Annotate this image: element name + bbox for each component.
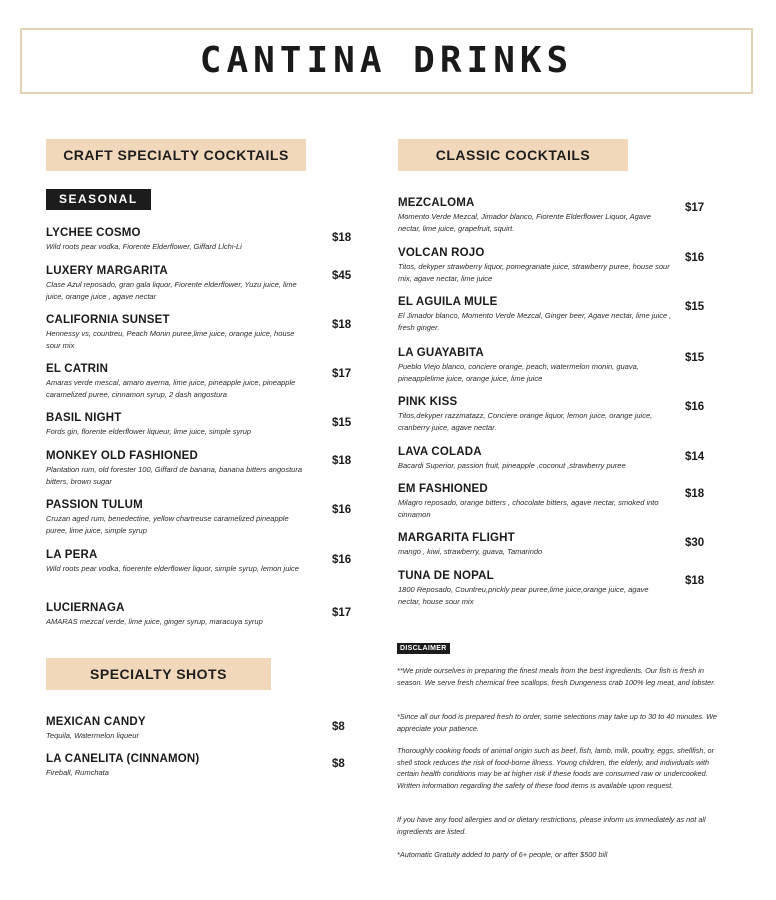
menu-item: [398, 532, 673, 558]
item-name: EL CATRIN: [46, 363, 109, 375]
menu-item: [46, 450, 304, 487]
item-price: $15: [332, 417, 352, 429]
item-price: $15: [685, 352, 705, 364]
item-name: PINK KISS: [398, 396, 458, 408]
item-description: Pueblo Viejo blanco, conciere orange, peach, watermelon monin, guava, pineapplelime juice, orange juice, lime juice: [398, 362, 639, 383]
item-price: $16: [685, 401, 705, 413]
item-price: $30: [685, 537, 705, 549]
item-description: Clase Azul reposado, gran gala liquor, Fiorente elderflower, Yuzu juice, lime juice, orange juice , agave nectar: [46, 280, 297, 301]
item-description: Momento Verde Mezcal, Jimador blanco, Fiorente Elderflower Liquor, Agave nectar, lime juice, grapefruit, squirt.: [398, 212, 651, 233]
shots-section-header: SPECIALTY SHOTS: [46, 658, 271, 690]
menu-item: [398, 296, 673, 333]
item-price: $14: [685, 451, 705, 463]
item-name: TUNA DE NOPAL: [398, 570, 494, 582]
disclaimer-paragraph: *Since all our food is prepared fresh to order, some selections may take up to 30 to 40 minutes. We appreciate your patience.: [397, 712, 717, 733]
menu-item: [398, 396, 673, 433]
menu-item: [46, 412, 304, 438]
item-description: Wild roots pear vodka, fioerente elderflower liquor, simple syrup, lemon juice: [46, 564, 299, 573]
craft-section-header: CRAFT SPECIALTY COCKTAILS: [46, 139, 306, 171]
seasonal-tag: SEASONAL: [46, 189, 151, 210]
item-description: Fireball, Rumchata: [46, 768, 109, 777]
menu-item: [46, 753, 304, 779]
menu-item: [398, 446, 673, 472]
item-price: $8: [332, 721, 345, 733]
item-description: Titos, dekyper strawberry liquor, pomegranate juice, strawberry puree, house sour mix, agave nectar, lime juice: [398, 262, 670, 283]
item-description: 1800 Reposado, Countreu,prickly pear puree,lime juice,orange juice, agave nectar, house sour mix: [398, 585, 649, 606]
item-name: LA CANELITA (CINNAMON): [46, 753, 200, 765]
item-name: LUXERY MARGARITA: [46, 265, 168, 277]
item-name: BASIL NIGHT: [46, 412, 122, 424]
page-title: CANTINA DRINKS: [199, 40, 574, 81]
title-box: [20, 28, 753, 94]
item-price: $18: [685, 488, 705, 500]
menu-item: [46, 363, 304, 400]
item-name: LA GUAYABITA: [398, 347, 484, 359]
item-description: Hennessy vs, countreu, Peach Monin puree,lime juice, orange juice, house sour mix: [46, 329, 295, 350]
disclaimer-paragraph: If you have any food allergies and or dietary restrictions, please inform us immediately as not all ingredients are listed.: [397, 815, 706, 836]
menu-item: [46, 265, 304, 302]
item-name: CALIFORNIA SUNSET: [46, 314, 170, 326]
item-description: AMARAS mezcal verde, lime juice, ginger syrup, maracuya syrup: [46, 617, 263, 626]
disclaimer-paragraph: **We pride ourselves in preparing the finest meals from the best ingredients. Our fish is fresh in season. We serve fresh chemical free scallops, fresh Dungeness crab 100% leg meat, and lobster.: [397, 666, 716, 687]
menu-item: [398, 347, 673, 384]
item-name: LUCIERNAGA: [46, 602, 125, 614]
item-description: El Jimador blanco, Momento Verde Mezcal, Ginger beer, Agave nectar, lime juice , fresh ginger.: [398, 311, 672, 332]
item-price: $17: [685, 202, 705, 214]
menu-item: [398, 483, 673, 520]
item-price: $45: [332, 270, 352, 282]
item-price: $8: [332, 758, 345, 770]
item-description: Cruzan aged rum, benedectine, yellow chartreuse caramelized pineapple puree, lime juice, simple syrup: [46, 514, 289, 535]
item-description: Plantation rum, old forester 100, Giffard de banana, banana bitters angostura bitters, brown sugar: [46, 465, 302, 486]
menu-item: [46, 314, 304, 351]
item-name: VOLCAN ROJO: [398, 247, 485, 259]
menu-item: [398, 197, 673, 234]
menu-item: [46, 602, 304, 628]
menu-item: [46, 549, 304, 575]
item-description: Wild roots pear vodka, Fiorente Elderflower, Giffard Llchi-Li: [46, 242, 242, 251]
item-description: Bacardi Superior, passion fruit, pineapple ,coconut ,strawberry puree: [398, 461, 626, 470]
item-description: Fords gin, florente elderflower liqueur, lime juice, simple syrup: [46, 427, 252, 436]
item-name: PASSION TULUM: [46, 499, 143, 511]
item-price: $18: [332, 319, 352, 331]
item-price: $16: [332, 504, 352, 516]
item-price: $16: [685, 252, 705, 264]
item-name: MONKEY OLD FASHIONED: [46, 450, 199, 462]
disclaimer-tag: DISCLAIMER: [397, 643, 450, 654]
menu-item: [398, 247, 673, 284]
item-description: Titos,dekyper razzmatazz, Conciere orange liquor, lemon juice, orange juice, cranberry juice, agave nectar.: [398, 411, 653, 432]
item-price: $15: [685, 301, 705, 313]
item-name: EM FASHIONED: [398, 483, 488, 495]
item-description: Tequila, Watermelon liqueur: [46, 731, 139, 740]
item-description: Milagro reposado, orange bitters , chocolate bitters, agave nectar, smoked into cinnamon: [398, 498, 659, 519]
item-price: $18: [685, 575, 705, 587]
item-name: LAVA COLADA: [398, 446, 482, 458]
item-price: $18: [332, 232, 352, 244]
item-price: $16: [332, 554, 352, 566]
item-name: MEZCALOMA: [398, 197, 475, 209]
menu-item: [46, 716, 304, 742]
item-price: $17: [332, 607, 352, 619]
item-name: EL AGUILA MULE: [398, 296, 498, 308]
disclaimer-paragraph: Thoroughly cooking foods of animal origin such as beef, fish, lamb, milk, poultry, eggs, shellfish, or shell stock reduces the risk of food-borne illness. Young children, the elderly, and individuals with certain health conditions may be at higher risk if these foods are consumed raw or undercooked. Written information regarding the safety of these food items is available upon request.: [397, 746, 715, 790]
item-name: MEXICAN CANDY: [46, 716, 146, 728]
disclaimer-paragraph: *Automatic Gratuity added to party of 6+ people, or after $500 bill: [397, 850, 608, 859]
menu-item: [398, 570, 673, 607]
item-description: Amaras verde mescal, amaro averna, lime juice, pineapple juice, pineapple caramelized puree, cinnamon syrup, 2 dash angostura: [46, 378, 296, 399]
menu-item: [46, 227, 304, 253]
item-description: mango , kiwi, strawberry, guava, Tamarindo: [398, 547, 543, 556]
item-price: $18: [332, 455, 352, 467]
item-name: LA PERA: [46, 549, 98, 561]
item-name: LYCHEE COSMO: [46, 227, 141, 239]
item-name: MARGARITA FLIGHT: [398, 532, 515, 544]
menu-item: [46, 499, 304, 536]
classic-section-header: CLASSIC COCKTAILS: [398, 139, 628, 171]
item-price: $17: [332, 368, 352, 380]
